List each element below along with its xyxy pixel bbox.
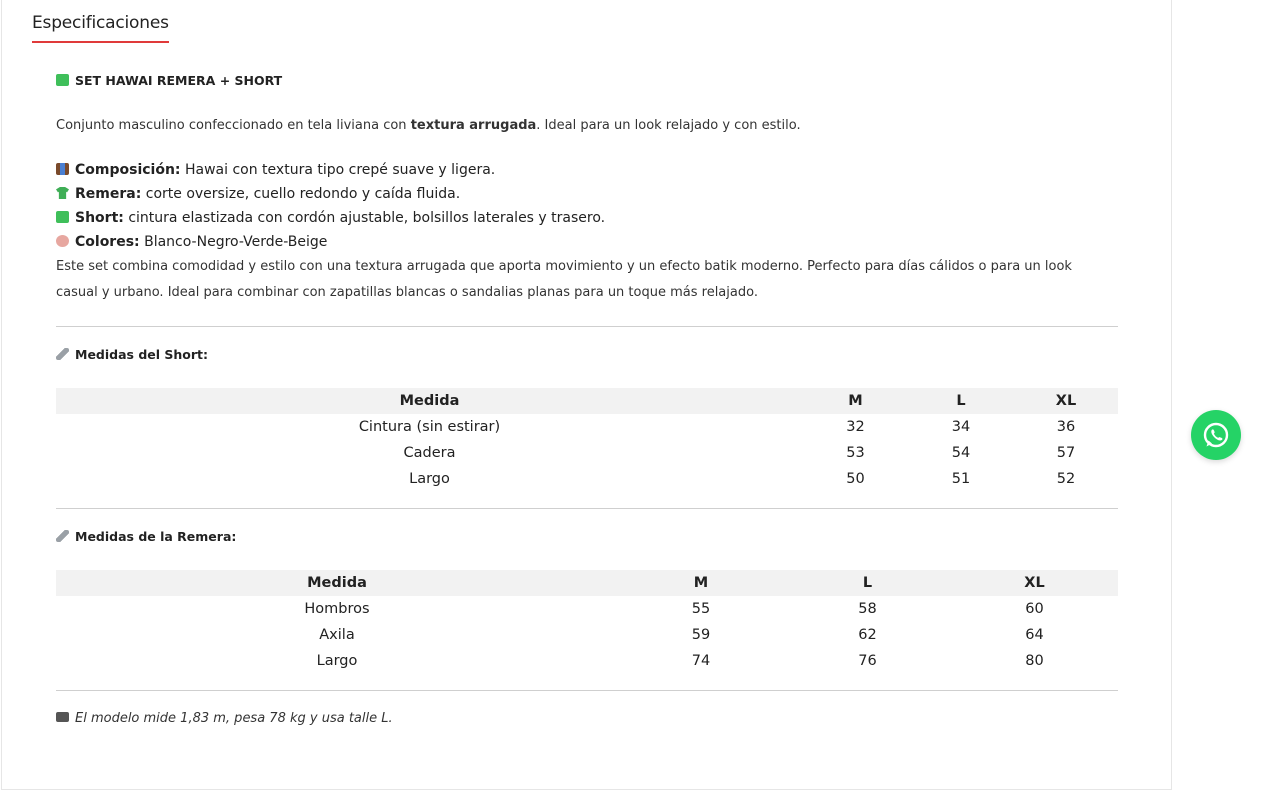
table-cell: Cintura (sin estirar) [358, 419, 501, 435]
table-header-cell: Medida [56, 570, 618, 596]
shorts-icon [56, 211, 69, 223]
table-row [56, 414, 1118, 440]
table-cell: 62 [858, 627, 877, 643]
table-header-cell: XL [951, 570, 1118, 596]
table-row [56, 440, 1118, 466]
description-line-1: Este set combina comodidad y estilo con una textura arrugada que aporta movimiento y un efecto batik moderno. Perfecto para días cálidos o para un look [56, 259, 1072, 274]
spec-short: Short: cintura elastizada con cordón ajustable, bolsillos laterales y trasero. [56, 210, 605, 226]
shirt-size-table [56, 570, 1118, 674]
table-row [56, 596, 1118, 622]
camera-icon [56, 712, 69, 722]
table-cell: Largo [316, 653, 358, 669]
divider [56, 690, 1118, 691]
spec-composicion: Composición: Hawai con textura tipo crepé suave y ligera. [56, 162, 495, 178]
shorts-icon [56, 74, 69, 86]
divider [56, 508, 1118, 509]
whatsapp-button[interactable] [1191, 410, 1241, 460]
palette-icon [56, 235, 69, 247]
table-header-row [56, 388, 1118, 414]
table-header-cell: L [908, 388, 1014, 414]
description-line-2: casual y urbano. Ideal para combinar con zapatillas blancas o sandalias planas para un toque más relajado. [56, 285, 758, 300]
table-header-cell: Medida [56, 388, 803, 414]
divider [56, 326, 1118, 327]
tab-especificaciones[interactable]: Especificaciones [32, 13, 169, 43]
whatsapp-icon [1191, 410, 1241, 460]
table-row [56, 648, 1118, 674]
table-row [56, 622, 1118, 648]
table-cell: 76 [858, 653, 877, 669]
ruler-icon [56, 530, 69, 542]
table-cell: 59 [691, 627, 711, 643]
table-cell: 57 [1056, 445, 1076, 461]
table-cell: 74 [691, 653, 711, 669]
product-intro: Conjunto masculino confeccionado en tela liviana con textura arrugada. Ideal para un look relajado y con estilo. [56, 118, 801, 133]
table-cell: Largo [409, 471, 450, 487]
table-cell: 55 [691, 601, 711, 617]
table-cell: 50 [846, 471, 865, 487]
table-cell: 54 [951, 445, 971, 461]
table-row [56, 466, 1118, 492]
table-cell: 52 [1056, 471, 1076, 487]
spec-colores: Colores: Blanco-Negro-Verde-Beige [56, 234, 327, 250]
table-cell: Hombros [304, 601, 370, 617]
table-cell: 60 [1025, 601, 1044, 617]
product-heading: SET HAWAI REMERA + SHORT [56, 73, 282, 88]
table-cell: 58 [858, 601, 877, 617]
shirt-table-title: Medidas de la Remera: [56, 529, 236, 544]
table-cell: 51 [951, 471, 971, 487]
short-size-table [56, 388, 1118, 492]
spec-remera: Remera: corte oversize, cuello redondo y caída fluida. [56, 186, 460, 202]
ruler-icon [56, 348, 69, 360]
short-table-title: Medidas del Short: [56, 347, 208, 362]
thread-spool-icon [56, 163, 69, 175]
table-cell: 32 [846, 419, 865, 435]
table-cell: 80 [1025, 653, 1044, 669]
table-cell: Cadera [403, 445, 456, 461]
t-shirt-icon [56, 187, 69, 199]
table-header-cell: L [784, 570, 951, 596]
table-cell: 64 [1025, 627, 1044, 643]
table-header-cell: M [618, 570, 784, 596]
table-cell: 53 [846, 445, 865, 461]
table-header-cell: XL [1014, 388, 1118, 414]
table-cell: Axila [319, 627, 355, 643]
model-note: El modelo mide 1,83 m, pesa 78 kg y usa talle L. [56, 711, 393, 726]
table-header-row [56, 570, 1118, 596]
table-cell: 36 [1056, 419, 1076, 435]
table-cell: 34 [951, 419, 971, 435]
table-header-cell: M [803, 388, 908, 414]
